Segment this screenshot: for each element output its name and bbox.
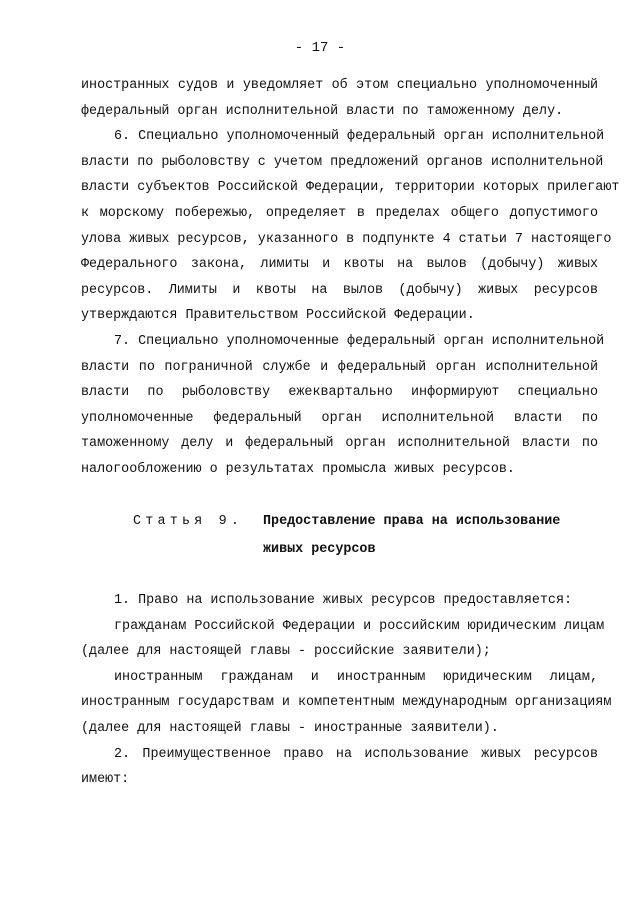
text-line: 2. Преимущественное право на использование живых ресурсов [114,746,598,762]
text-line: федеральный орган исполнительной власти по таможенному делу. [81,103,564,119]
body-text-lower [81,588,612,793]
text-line: гражданам Российской Федерации и российским юридическим лицам [114,618,605,634]
text-line: иностранных судов и уведомляет об этом специально уполномоченный [81,78,598,93]
text-line: ресурсов. Лимиты и квоты на вылов (добычу) живых ресурсов [81,282,598,298]
text-line: (далее для настоящей главы - российские заявители); [81,644,491,660]
page-number: - 17 - [294,40,346,56]
text-line: 1. Право на использование живых ресурсов предоставляется: [114,593,573,608]
text-line: улова живых ресурсов, указанного в подпункте 4 статьи 7 настоящего [81,231,612,247]
text-line: власти по рыболовству с учетом предложений органов исполнительной [81,154,604,170]
article-title-line-1: Предоставление права на использование [263,514,561,529]
text-line: к морскому побережью, определяет в пределах общего допустимого [81,205,598,221]
text-line: иностранным государствам и компетентным международным организациям [81,695,612,711]
article-label: Статья 9. [133,514,244,529]
text-line: уполномоченные федеральный орган исполнительной власти по [81,410,598,426]
text-line: налогообложению о результатах промысла живых ресурсов. [81,461,515,477]
text-line: власти субъектов Российской Федерации, территории которых прилегают [81,180,620,196]
text-line: таможенному делу и федеральный орган исполнительной власти по [81,436,598,452]
text-line: (далее для настоящей главы - иностранные заявители). [81,720,499,736]
article-title-line-2: живых ресурсов [263,542,376,557]
text-line: имеют: [81,772,130,788]
text-line: 7. Специально уполномоченные федеральный орган исполнительной [114,333,605,349]
text-line: власти по пограничной службе и федеральный орган исполнительной [81,359,598,375]
text-line: Федерального закона, лимиты и квоты на вылов (добычу) живых [81,257,598,273]
text-line: утверждаются Правительством Российской Федерации. [81,308,475,324]
text-line: власти по рыболовству ежеквартально информируют специально [81,385,598,401]
body-text-upper [81,73,620,483]
text-line: иностранным гражданам и иностранным юридическим лицам, [114,669,598,685]
text-line: 6. Специально уполномоченный федеральный орган исполнительной [114,129,605,145]
